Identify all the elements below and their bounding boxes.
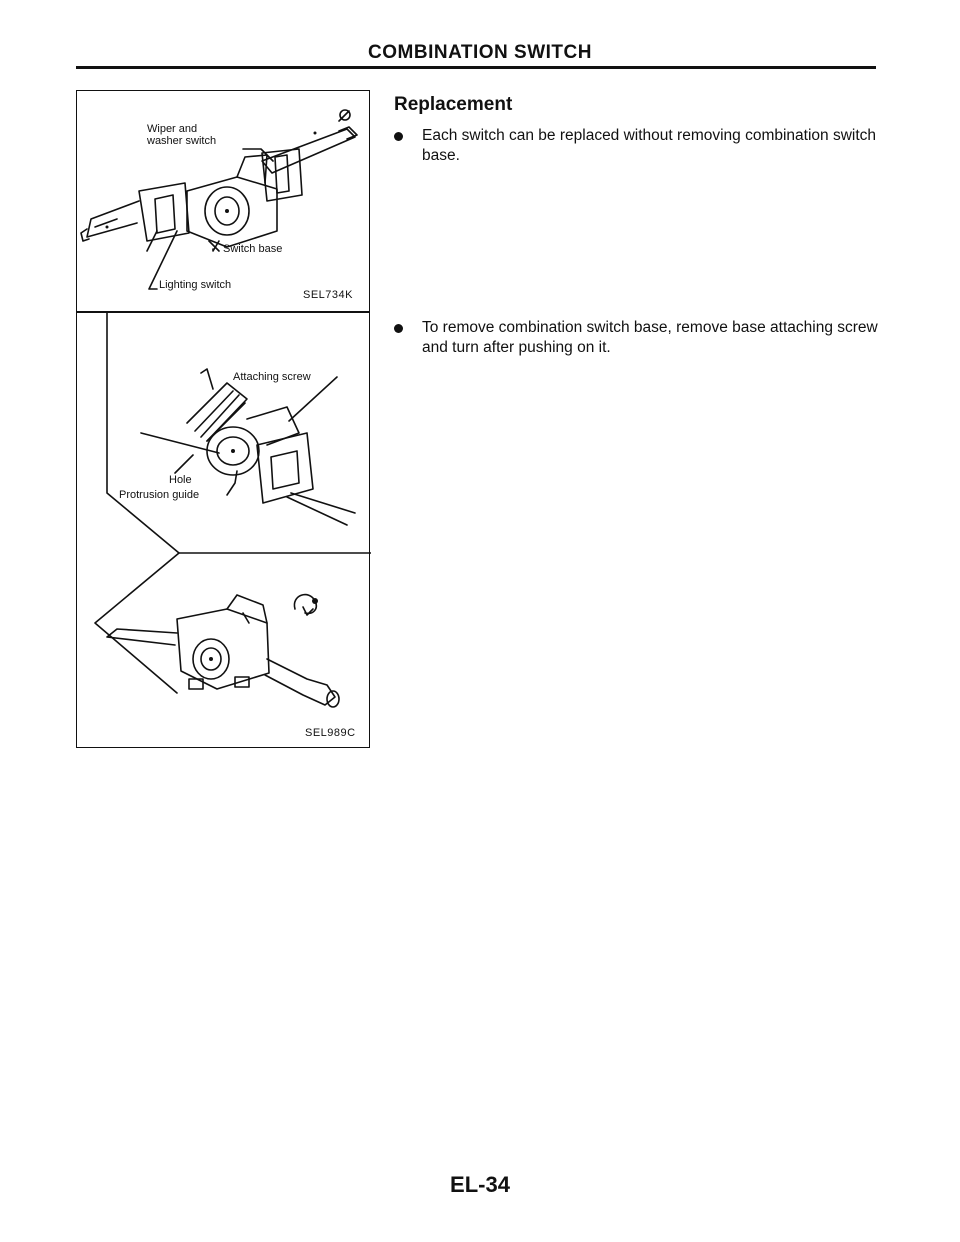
figure-code: SEL989C: [305, 727, 356, 739]
label-lighting-switch: Lighting switch: [159, 279, 232, 291]
bullet-text: To remove combination switch base, remove base attaching screw and turn after pushing on it.: [422, 319, 878, 356]
title-rule: [76, 66, 876, 69]
figure-switch-assembly: [76, 90, 370, 312]
label-switch-base: Switch base: [223, 243, 283, 255]
page-title: COMBINATION SWITCH: [368, 42, 592, 63]
label-protrusion-guide: Protrusion guide: [119, 489, 200, 501]
bullet-dot-icon: [394, 132, 403, 141]
label-wiper-switch: Wiper and washer switch: [147, 123, 217, 147]
bullet-dot-icon: [394, 324, 403, 333]
figure-code: SEL734K: [303, 289, 353, 301]
bullet-text: Each switch can be replaced without removing combination switch base.: [422, 127, 877, 164]
figure-base-removal: [76, 312, 370, 748]
label-attaching-screw: Attaching screw: [233, 371, 311, 383]
page-number: EL-34: [450, 1172, 510, 1197]
label-hole: Hole: [169, 474, 192, 486]
base-removal-illustration: [77, 313, 371, 749]
section-heading: Replacement: [394, 94, 513, 115]
